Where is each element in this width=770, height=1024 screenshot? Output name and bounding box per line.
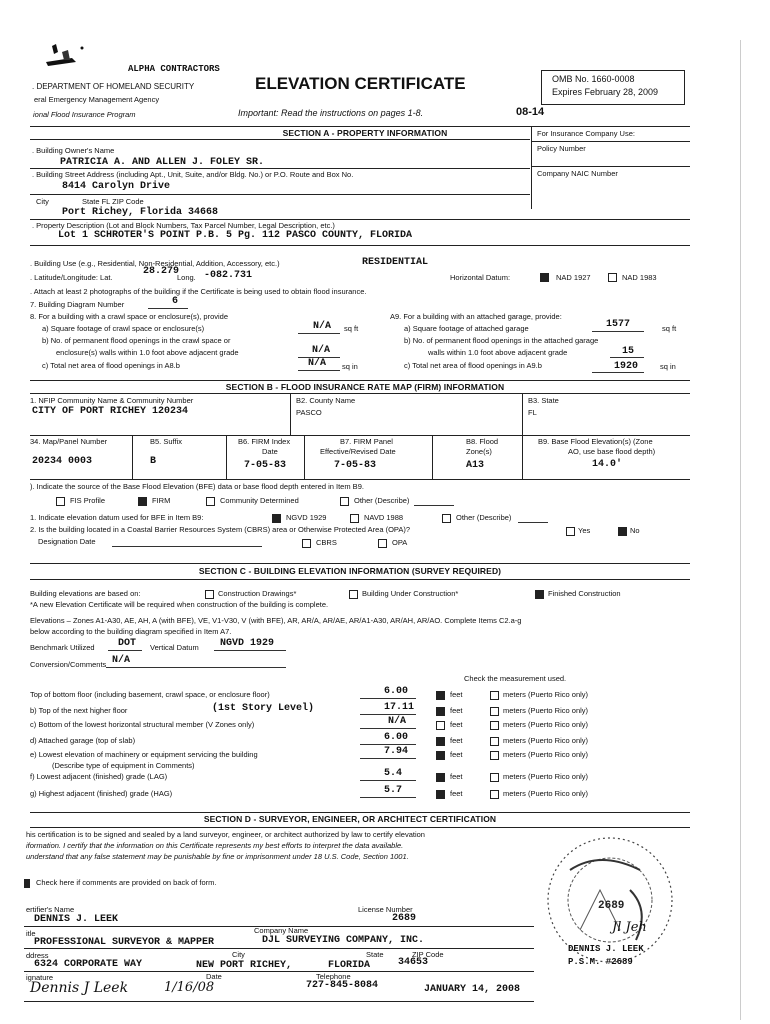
- yes-label: Yes: [578, 526, 591, 535]
- b4-label: 34. Map/Panel Number: [30, 437, 108, 446]
- certifier-title[interactable]: PROFESSIONAL SURVEYOR & MAPPER: [34, 937, 215, 948]
- opa-label: OPA: [392, 538, 408, 547]
- a1-owner-name[interactable]: PATRICIA A. AND ALLEN J. FOLEY SR.: [60, 157, 265, 168]
- agency-line-1: . DEPARTMENT OF HOMELAND SECURITY: [32, 82, 195, 91]
- a2-street-address[interactable]: 8414 Carolyn Drive: [62, 181, 171, 192]
- elevation-row-value[interactable]: 5.7: [384, 785, 403, 796]
- b3-state[interactable]: FL: [528, 408, 537, 417]
- b5-label: B5. Suffix: [150, 437, 182, 446]
- meters-checkbox[interactable]: [490, 737, 499, 746]
- b6-label-2: Date: [262, 447, 278, 456]
- a8a-value[interactable]: N/A: [313, 321, 332, 332]
- omb-expiry: Expires February 28, 2009: [552, 87, 659, 97]
- omb-number: OMB No. 1660-0008: [552, 74, 635, 84]
- fis-label: FIS Profile: [70, 496, 106, 505]
- feet-checkbox[interactable]: [436, 707, 445, 716]
- telephone-label: Telephone: [316, 972, 351, 981]
- company-name-label: Company Name: [254, 926, 309, 935]
- license-label: License Number: [358, 905, 413, 914]
- elevation-row-value[interactable]: 6.00: [384, 732, 409, 743]
- no-checkbox[interactable]: [618, 527, 627, 536]
- zip-value-d[interactable]: 34653: [398, 957, 429, 968]
- title-label: itle: [26, 929, 36, 938]
- a7-diagram-number[interactable]: 6: [172, 296, 179, 307]
- address-value[interactable]: 6324 CORPORATE WAY: [34, 959, 143, 970]
- agency-line-3: ional Flood Insurance Program: [33, 110, 136, 119]
- b7-label-1: B7. FIRM Panel: [340, 437, 393, 446]
- meters-label: meters (Puerto Rico only): [503, 706, 589, 715]
- a9a-label: a) Square footage of attached garage: [404, 324, 529, 333]
- license-number[interactable]: 2689: [392, 913, 417, 924]
- horizontal-datum-label: Horizontal Datum:: [450, 273, 511, 282]
- elevation-row-underline: [360, 714, 416, 715]
- c1-label: Building elevations are based on:: [30, 589, 141, 598]
- comments-checkbox[interactable]: [24, 879, 30, 888]
- elevation-row-label: g) Highest adjacent (finished) grade (HAG): [30, 789, 173, 798]
- b9-label-1: B9. Base Flood Elevation(s) (Zone: [538, 437, 653, 446]
- b9-label-2: AO, use base flood depth): [568, 447, 656, 456]
- conversion-label: Conversion/Comments: [30, 660, 107, 669]
- fis-checkbox[interactable]: [56, 497, 65, 506]
- a8a-label: a) Square footage of crawl space or enclosure(s): [42, 324, 205, 333]
- meters-label: meters (Puerto Rico only): [503, 750, 589, 759]
- signature-label: ignature: [26, 973, 54, 982]
- a9b-label-1: b) No. of permanent flood openings in the attached garage: [404, 336, 599, 345]
- vertical-datum-value[interactable]: NGVD 1929: [220, 638, 275, 649]
- finished-construction-checkbox[interactable]: [535, 590, 544, 599]
- c2-instructions-2: below according to the building diagram specified in Item A7.: [30, 627, 232, 636]
- nad1983-label: NAD 1983: [622, 273, 657, 282]
- elevation-row-underline: [360, 758, 416, 759]
- cbrs-label: CBRS: [316, 538, 337, 547]
- meters-checkbox[interactable]: [490, 721, 499, 730]
- a9c-unit: sq in: [660, 362, 676, 371]
- a4-building-use[interactable]: RESIDENTIAL: [362, 257, 429, 268]
- naic-number-label: Company NAIC Number: [537, 169, 618, 178]
- b3-label: B3. State: [528, 396, 559, 405]
- b8-label-1: B8. Flood: [466, 437, 499, 446]
- check-measurement-label: Check the measurement used.: [464, 674, 567, 683]
- elevation-row-value[interactable]: 5.4: [384, 768, 403, 779]
- elevation-row-label-2: (Describe type of equipment in Comments): [52, 761, 195, 770]
- elevation-row-underline: [360, 728, 416, 729]
- nad1927-checkbox[interactable]: [540, 273, 549, 282]
- b5-suffix[interactable]: B: [150, 456, 157, 467]
- b9-base-flood-elevation[interactable]: 14.0': [592, 459, 623, 470]
- contractor-stamp: ALPHA CONTRACTORS: [128, 64, 220, 74]
- a9a-value[interactable]: 1577: [606, 319, 631, 330]
- benchmark-value[interactable]: DOT: [118, 638, 137, 649]
- vertical-datum-label: Vertical Datum: [150, 643, 199, 652]
- b7-panel-date[interactable]: 7-05-83: [334, 460, 377, 471]
- a5-long-label: Long.: [177, 273, 196, 282]
- seal-id: P.S.M. #2689: [568, 957, 633, 967]
- feet-label: feet: [450, 706, 463, 715]
- section-a-title: SECTION A - PROPERTY INFORMATION: [282, 128, 448, 138]
- city-value-d[interactable]: NEW PORT RICHEY,: [196, 960, 293, 971]
- elevation-row-value[interactable]: 17.11: [384, 702, 415, 713]
- other-source-label: Other (Describe): [354, 496, 410, 505]
- b11-label: 1. Indicate elevation datum used for BFE in Item B9:: [30, 513, 204, 522]
- firm-label: FIRM: [152, 496, 171, 505]
- nad1983-checkbox[interactable]: [608, 273, 617, 282]
- section-b-title: SECTION B - FLOOD INSURANCE RATE MAP (FIRM) INFORMATION: [225, 382, 505, 392]
- no-label: No: [630, 526, 640, 535]
- insurer-use-label: For Insurance Company Use:: [537, 129, 635, 138]
- meters-checkbox[interactable]: [490, 773, 499, 782]
- elevation-row-underline: [360, 780, 416, 781]
- a8c-value[interactable]: N/A: [308, 358, 327, 369]
- important-note: Important: Read the instructions on pages 1-8.: [238, 108, 424, 118]
- meters-label: meters (Puerto Rico only): [503, 772, 589, 781]
- meters-checkbox[interactable]: [490, 751, 499, 760]
- a7-label: 7. Building Diagram Number: [30, 300, 125, 309]
- b1-community[interactable]: CITY OF PORT RICHEY 120234: [32, 406, 189, 417]
- c1-note: *A new Elevation Certificate will be required when construction of the building is complete.: [30, 600, 329, 609]
- a8a-unit: sq ft: [344, 324, 359, 333]
- elevation-row-underline: [360, 797, 416, 798]
- signature[interactable]: Dennis J Leek: [30, 980, 129, 996]
- a3-property-description[interactable]: Lot 1 SCHROTER'S POINT P.B. 5 Pg. 112 PASCO COUNTY, FLORIDA: [58, 230, 413, 241]
- a8-label: 8. For a building with a crawl space or enclosure(s), provide: [30, 312, 229, 321]
- document-title: ELEVATION CERTIFICATE: [255, 74, 466, 93]
- a8c-unit: sq in: [342, 362, 358, 371]
- elevation-row-label: d) Attached garage (top of slab): [30, 736, 136, 745]
- ngvd-label: NGVD 1929: [286, 513, 327, 522]
- community-label: Community Determined: [220, 496, 299, 505]
- a2-label: . Building Street Address (including Apt., Unit, Suite, and/or Bldg. No.) or P.O. Route and Box No.: [32, 170, 354, 179]
- city-label-d: City: [232, 950, 245, 959]
- feet-label: feet: [450, 789, 463, 798]
- b7-label-2: Effective/Revised Date: [320, 447, 396, 456]
- b12-label-2: Designation Date: [38, 537, 96, 546]
- a6-label: . Attach at least 2 photographs of the building if the Certificate is being used to obtain flood insurance.: [30, 287, 367, 296]
- a5-label: . Latitude/Longitude: Lat.: [30, 273, 113, 282]
- feet-label: feet: [450, 690, 463, 699]
- seal-name: DENNIS J. LEEK: [568, 944, 644, 954]
- community-checkbox[interactable]: [206, 497, 215, 506]
- elevation-row-underline: [360, 698, 416, 699]
- a9c-value[interactable]: 1920: [614, 361, 639, 372]
- state-label-d: State: [366, 950, 384, 959]
- a9a-unit: sq ft: [662, 324, 677, 333]
- zip-label-d: ZIP Code: [412, 950, 444, 959]
- typed-date: JANUARY 14, 2008: [424, 984, 521, 995]
- comments-check-label: Check here if comments are provided on back of form.: [36, 878, 217, 887]
- conversion-value[interactable]: N/A: [112, 655, 131, 666]
- a8b-value[interactable]: N/A: [312, 345, 331, 356]
- a8b-label-2: enclosure(s) walls within 1.0 foot above adjacent grade: [56, 348, 239, 357]
- a5-longitude[interactable]: -082.731: [204, 270, 253, 281]
- seal-signature: Jl Jeh: [612, 920, 647, 935]
- signature-date[interactable]: 1/16/08: [164, 980, 215, 995]
- b8-label-2: Zone(s): [466, 447, 492, 456]
- finished-construction-label: Finished Construction: [548, 589, 621, 598]
- elevation-row-note: (1st Story Level): [212, 703, 315, 714]
- construction-drawings-label: Construction Drawings*: [218, 589, 297, 598]
- b6-label-1: B6. FIRM Index: [238, 437, 291, 446]
- a1-label: . Building Owner's Name: [32, 146, 115, 155]
- feet-checkbox[interactable]: [436, 721, 445, 730]
- b10-label: ). Indicate the source of the Base Flood Elevation (BFE) data or base flood depth entered in Item B9.: [30, 482, 364, 491]
- feet-checkbox[interactable]: [436, 737, 445, 746]
- feet-label: feet: [450, 772, 463, 781]
- a8c-label: c) Total net area of flood openings in A8.b: [42, 361, 180, 370]
- feet-label: feet: [450, 736, 463, 745]
- benchmark-label: Benchmark Utilized: [30, 643, 95, 652]
- feet-checkbox[interactable]: [436, 691, 445, 700]
- company-name[interactable]: DJL SURVEYING COMPANY, INC.: [262, 935, 425, 946]
- feet-checkbox[interactable]: [436, 773, 445, 782]
- construction-drawings-checkbox[interactable]: [205, 590, 214, 599]
- b12-label-1: 2. Is the building located in a Coastal Barrier Resources System (CBRS) area or Otherwise Protected Area (OPA)?: [30, 525, 411, 534]
- feet-label: feet: [450, 750, 463, 759]
- a5-latitude[interactable]: 28.279: [143, 266, 180, 277]
- elevation-row-label: f) Lowest adjacent (finished) grade (LAG): [30, 772, 168, 781]
- agency-line-2: eral Emergency Management Agency: [34, 95, 160, 104]
- meters-checkbox[interactable]: [490, 707, 499, 716]
- other-datum-label: Other (Describe): [456, 513, 512, 522]
- meters-label: meters (Puerto Rico only): [503, 789, 589, 798]
- yes-checkbox[interactable]: [566, 527, 575, 536]
- a8b-label-1: b) No. of permanent flood openings in the crawl space or: [42, 336, 231, 345]
- state-value-d[interactable]: FLORIDA: [328, 960, 371, 971]
- contractor-logo-icon: [42, 42, 92, 72]
- elevation-row-underline: [360, 744, 416, 745]
- address-label: ddress: [26, 951, 49, 960]
- telephone-value[interactable]: 727-845-8084: [306, 980, 379, 991]
- ngvd-checkbox[interactable]: [272, 514, 281, 523]
- state-zip-label: State FL ZIP Code: [82, 197, 144, 206]
- b2-county[interactable]: PASCO: [296, 408, 322, 417]
- other-source-checkbox[interactable]: [340, 497, 349, 506]
- navd-checkbox[interactable]: [350, 514, 359, 523]
- section-c-title: SECTION C - BUILDING ELEVATION INFORMATION (SURVEY REQUIRED): [198, 566, 502, 576]
- meters-label: meters (Puerto Rico only): [503, 720, 589, 729]
- b2-label: B2. County Name: [296, 396, 356, 405]
- elevation-row-label: Top of bottom floor (including basement, crawl space, or enclosure floor): [30, 690, 270, 699]
- feet-label: feet: [450, 720, 463, 729]
- meters-label: meters (Puerto Rico only): [503, 690, 589, 699]
- elevation-row-value[interactable]: 7.94: [384, 746, 409, 757]
- a9b-value[interactable]: 15: [622, 346, 635, 357]
- elevation-row-label: c) Bottom of the lowest horizontal structural member (V Zones only): [30, 720, 255, 729]
- certification-text-3: understand that any false statement may be punishable by fine or imprisonment under 18 U.S. Code, Section 1001.: [26, 852, 409, 861]
- elevation-row-label: b) Top of the next higher floor: [30, 706, 128, 715]
- b8-flood-zone[interactable]: A13: [466, 460, 485, 471]
- date-label-d: Date: [206, 972, 222, 981]
- b6-index-date[interactable]: 7-05-83: [244, 460, 287, 471]
- certifier-name[interactable]: DENNIS J. LEEK: [34, 914, 119, 925]
- section-d-title: SECTION D - SURVEYOR, ENGINEER, OR ARCHITECT CERTIFICATION: [203, 814, 497, 824]
- b1-label: 1. NFIP Community Name & Community Number: [30, 396, 194, 405]
- certification-text-2: iformation. I certify that the information on this Certificate represents my best efforts to interpret the data available.: [26, 841, 404, 850]
- feet-checkbox[interactable]: [436, 751, 445, 760]
- nad1927-label: NAD 1927: [556, 273, 591, 282]
- svg-text:2689: 2689: [598, 900, 625, 912]
- c2-instructions-1: Elevations – Zones A1-A30, AE, AH, A (with BFE), VE, V1-V30, V (with BFE), AR, AR/A, AR/AE, AR/A1-A30, AR/AH, AR/AO. Complete Items C2.a-g: [30, 616, 522, 625]
- a4-label: . Building Use (e.g., Residential, Non-Residential, Addition, Accessory, etc.): [30, 259, 280, 268]
- feet-checkbox[interactable]: [436, 790, 445, 799]
- firm-checkbox[interactable]: [138, 497, 147, 506]
- under-construction-label: Building Under Construction*: [362, 589, 459, 598]
- certification-text-1: his certification is to be signed and sealed by a land surveyor, engineer, or architect authorized by law to certify elevation: [26, 830, 425, 839]
- b4-map-panel[interactable]: 20234 0003: [32, 456, 93, 467]
- city-state-zip[interactable]: Port Richey, Florida 34668: [62, 207, 219, 218]
- other-datum-checkbox[interactable]: [442, 514, 451, 523]
- a9b-label-2: walls within 1.0 foot above adjacent grade: [428, 348, 568, 357]
- navd-label: NAVD 1988: [364, 513, 404, 522]
- a3-label: . Property Description (Lot and Block Numbers, Tax Parcel Number, Legal Description, etc.): [32, 221, 335, 230]
- elevation-row-label: e) Lowest elevation of machinery or equipment servicing the building: [30, 750, 258, 759]
- meters-checkbox[interactable]: [490, 691, 499, 700]
- city-label: City: [36, 197, 49, 206]
- a9c-label: c) Total net area of flood openings in A9.b: [404, 361, 542, 370]
- under-construction-checkbox[interactable]: [349, 590, 358, 599]
- cbrs-checkbox[interactable]: [302, 539, 311, 548]
- a9-label: A9. For a building with an attached garage, provide:: [390, 312, 562, 321]
- handwritten-code: 08-14: [516, 106, 545, 118]
- policy-number-label: Policy Number: [537, 144, 586, 153]
- elevation-row-value[interactable]: 6.00: [384, 686, 409, 697]
- elevation-row-value[interactable]: N/A: [388, 716, 407, 727]
- meters-checkbox[interactable]: [490, 790, 499, 799]
- opa-checkbox[interactable]: [378, 539, 387, 548]
- meters-label: meters (Puerto Rico only): [503, 736, 589, 745]
- certifier-name-label: ertifier's Name: [26, 905, 75, 914]
